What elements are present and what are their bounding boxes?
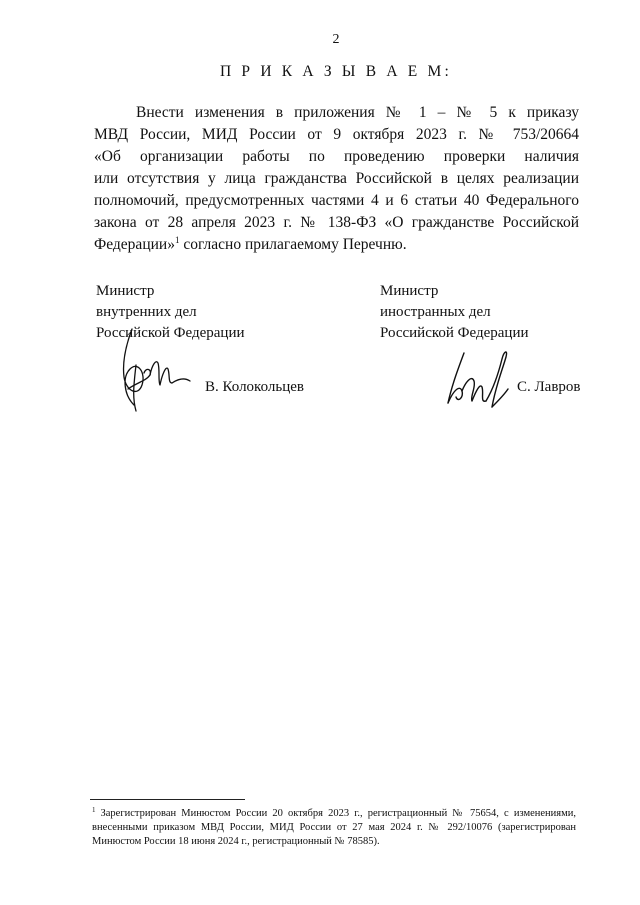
signatory-title-line: Министр	[380, 283, 439, 299]
footnote-line: внесенными приказом МВД России, МИД России от 27 мая 2024 г. № 292/10076 (зарегистрирован	[92, 822, 576, 833]
body-line: или отсутствия у лица гражданства Российской в целях реализации	[94, 170, 579, 187]
body-line: Внести изменения в приложения № 1 – № 5 к приказу	[136, 104, 579, 121]
footnote-reference: 1	[174, 234, 180, 245]
footnote-mark: 1	[92, 805, 96, 814]
footnote-line	[92, 807, 576, 821]
footnote-text: Зарегистрирован Минюстом России 20 октября 2023 г., регистрационный № 75654, с изменениями,	[100, 808, 576, 819]
signatory-title-line: Министр	[96, 283, 155, 299]
signatory-title-line: Российской Федерации	[96, 325, 245, 341]
footnote-line: Минюстом России 18 июня 2024 г., регистрационный № 78585).	[92, 836, 380, 847]
body-line: закона от 28 апреля 2023 г. № 138-ФЗ «О гражданстве Российской	[94, 214, 579, 231]
body-line: «Об организации работы по проведению проверки наличия	[94, 148, 579, 165]
order-body	[94, 102, 579, 256]
footnote-separator	[90, 799, 245, 800]
signatory-title-line: иностранных дел	[380, 304, 491, 320]
body-line: МВД России, МИД России от 9 октября 2023 г. № 753/20664	[94, 126, 579, 143]
signature-left-image	[112, 325, 200, 415]
body-line-tail: согласно прилагаемому Перечню.	[179, 236, 407, 253]
body-last-line	[94, 234, 579, 256]
page-number: 2	[332, 32, 340, 47]
order-heading: П Р И К А З Ы В А Е М:	[219, 63, 453, 80]
signatory-right-name: С. Лавров	[517, 379, 581, 395]
signature-right-image	[442, 345, 514, 411]
signatory-title-line: Российской Федерации	[380, 325, 529, 341]
body-line: полномочий, предусмотренных частями 4 и 6 статьи 40 Федерального	[94, 192, 579, 209]
footnote	[92, 807, 576, 849]
signatory-title-line: внутренних дел	[96, 304, 197, 320]
signatory-left-name: В. Колокольцев	[205, 379, 304, 395]
signatory-right-title	[380, 281, 529, 344]
body-line: Федерации»	[94, 236, 175, 253]
